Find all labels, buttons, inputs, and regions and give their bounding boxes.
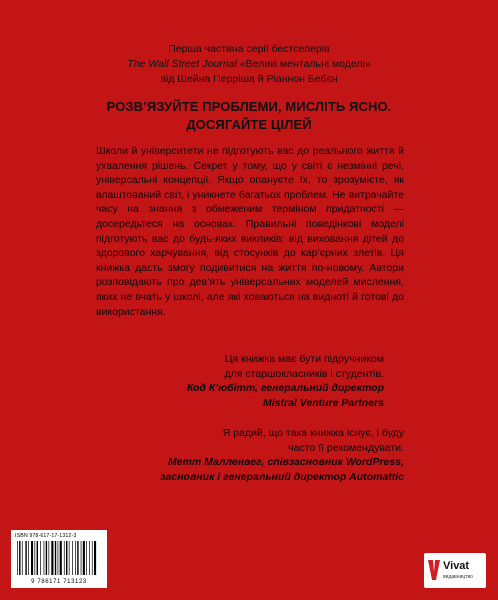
barcode-block [11, 530, 107, 588]
intro-line-3: від Шейна Перріша й Ріаннон Бебєн [160, 73, 338, 85]
barcode-digits: 9 786171 713123 [31, 579, 87, 585]
quote-2-line-1: Я радий, що така книжка існує, і буду [222, 427, 404, 439]
publisher-logo [424, 553, 486, 588]
headline [70, 98, 428, 134]
quote-2-author: Метт Малленвег, співзасновник WordPress, [167, 456, 404, 469]
quote-1-author: Код К’юбітт, генеральний директор [186, 382, 384, 395]
barcode-image [16, 541, 102, 575]
quote-1-line-2: для старшокласників і студентів. [224, 367, 384, 380]
quote-1-line-1: Ця книжка має бути підручником [224, 353, 384, 365]
intro-line-2 [95, 57, 403, 72]
quote-2-line-2: часто її рекомендувати. [288, 441, 404, 454]
description-paragraph: Школи й університети не підготують вас до реального життя й ухвалення рішень. Секрет у тому, що у світі є незмінні речі, універсальні концепції. Якщо опануєте їх, то зрозумієте, як влаштований світ, і уникнете багатьох проблем. Не витрачайте часу на знання з обмеженим терміном придатності — досередьтеся на основах. Правильні поведінкові моделі підготують вас до будь-яких викликів: від виховання дітей до здорового харчування, від стосунків до кар’єрних злетів. Ця книжка дасть змогу подивитися на життя по-новому. Автори розповідають про дев’ять універсальних моделей мислення, яких не вчать у школі, але які ховаються на видноті й готові до використання. [96, 145, 404, 318]
intro-line-1: Перша частина серії бестселерів [168, 43, 330, 55]
intro-journal-name: The Wall Street Journal [127, 58, 237, 70]
intro-series-name: «Великі ментальні моделі» [236, 58, 371, 70]
publisher-name: Vivat [443, 560, 470, 572]
quote-2 [96, 426, 404, 484]
series-intro [95, 42, 403, 87]
headline-line-1: РОЗВ’ЯЗУЙТЕ ПРОБЛЕМИ, МИСЛІТЬ ЯСНО. [106, 99, 392, 114]
quote-1-company: Mistral Venture Partners [263, 396, 384, 409]
publisher-sub: видавництво [443, 574, 473, 580]
quote-2-company: засновник і генеральний директор Automattic [160, 470, 404, 483]
vivat-mark-icon [428, 560, 440, 580]
isbn-label: ISBN 978-617-17-1312-3 [15, 533, 77, 539]
headline-line-2: ДОСЯГАЙТЕ ЦІЛЕЙ [186, 117, 312, 132]
quote-1 [96, 352, 384, 410]
